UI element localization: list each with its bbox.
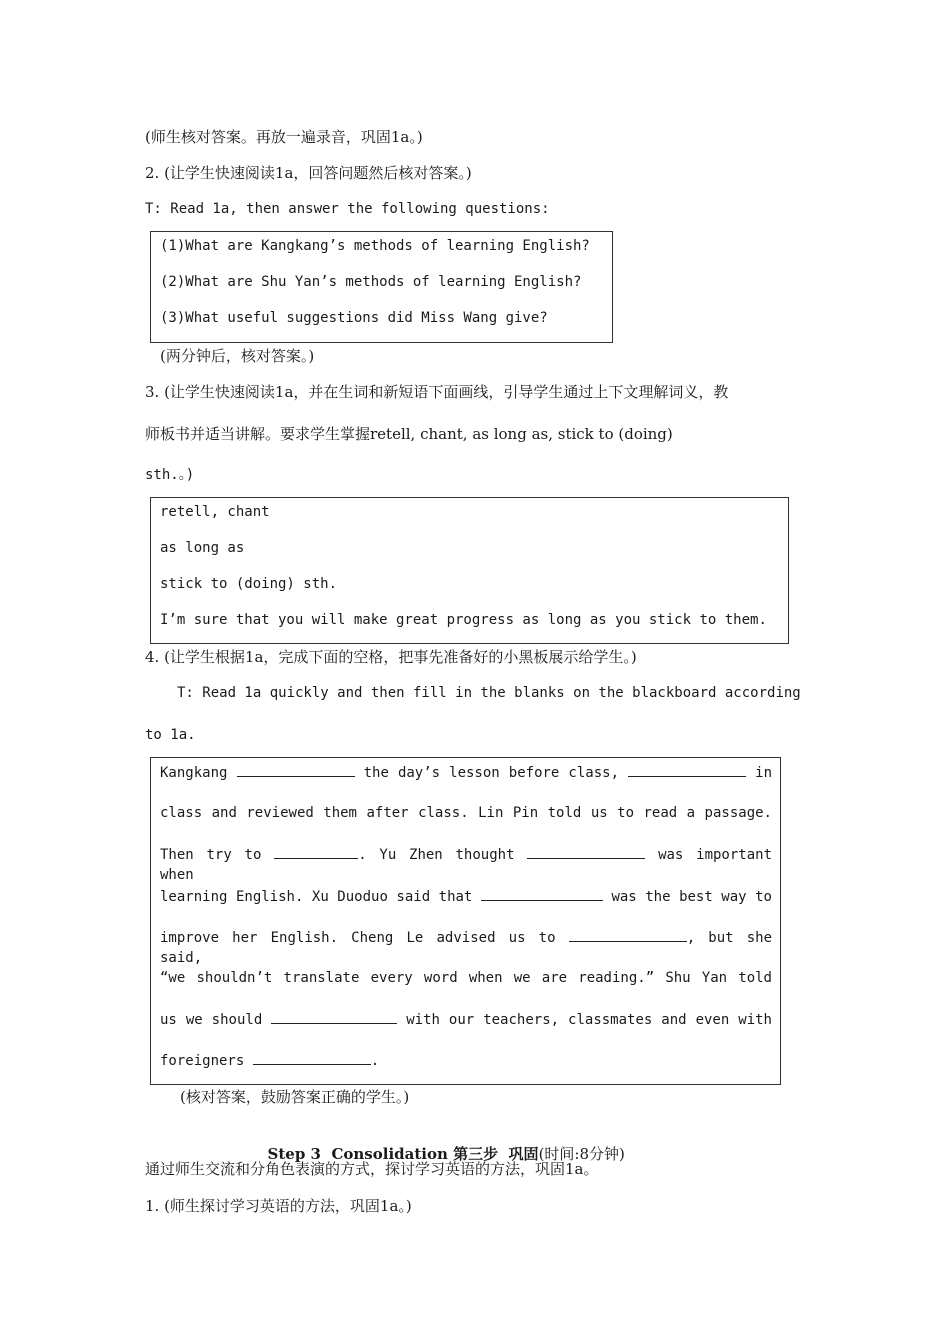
encourage-note: (核对答案，鼓励答案正确的学生。) (180, 1088, 410, 1106)
fill-in-blanks-box (150, 757, 781, 1085)
section-time: (时间:8分钟) (538, 1145, 625, 1163)
blank (253, 1050, 371, 1065)
blank (569, 927, 687, 942)
vocab-box (150, 497, 789, 644)
question-2: (2)What are Shu Yan’s methods of learning English? (160, 274, 582, 290)
step-3-instruction-line-2: 师板书并适当讲解。要求学生掌握retell, chant, as long as, stick to (doing) (145, 425, 673, 443)
step-3-instruction-line-1: 3. (让学生快速阅读1a，并在生词和新短语下面画线，引导学生通过上下文理解词义，教 (145, 383, 729, 401)
vocab-item: retell, chant (160, 504, 270, 520)
consolidation-step-1: 1. (师生探讨学习英语的方法，巩固1a。) (145, 1197, 412, 1215)
step-3-instruction-line-3: sth.。) (145, 467, 195, 483)
fill-line: Kangkang the day’s lesson before class, in (160, 762, 772, 783)
teacher-prompt-fill-cont: to 1a. (145, 727, 196, 743)
vocab-item: stick to (doing) sth. (160, 576, 338, 592)
teacher-prompt-questions: T: Read 1a, then answer the following questions: (145, 201, 550, 217)
blank (481, 886, 603, 901)
questions-box (150, 231, 613, 343)
blank (628, 762, 746, 777)
blank (237, 762, 355, 777)
blank (274, 844, 358, 859)
vocab-example-sentence: I’m sure that you will make great progress as long as you stick to them. (160, 612, 767, 628)
section-title: Step 3 Consolidation 第三步 巩固 (267, 1145, 539, 1163)
fill-line: improve her English. Cheng Le advised us to , but she said, (160, 927, 772, 968)
fill-line: Then try to . Yu Zhen thought was important when (160, 844, 772, 885)
two-minute-note: (两分钟后，核对答案。) (160, 347, 315, 365)
fill-line: class and reviewed them after class. Lin Pin told us to read a passage. (160, 805, 772, 821)
fill-line: foreigners . (160, 1050, 379, 1071)
blank (527, 844, 645, 859)
blank (271, 1009, 397, 1024)
question-1: (1)What are Kangkang’s methods of learning English? (160, 238, 590, 254)
section-heading (258, 1124, 625, 1164)
question-3: (3)What useful suggestions did Miss Wang give? (160, 310, 548, 326)
fill-line: us we should with our teachers, classmates and even with (160, 1009, 772, 1030)
fill-line: learning English. Xu Duoduo said that was the best way to (160, 886, 772, 907)
step-2-instruction: 2. (让学生快速阅读1a，回答问题然后核对答案。) (145, 164, 472, 182)
answer-check-note: (师生核对答案。再放一遍录音，巩固1a。) (145, 128, 423, 146)
step-4-instruction: 4. (让学生根据1a，完成下面的空格，把事先准备好的小黑板展示给学生。) (145, 648, 637, 666)
teacher-prompt-fill: T: Read 1a quickly and then fill in the blanks on the blackboard according (177, 685, 801, 701)
vocab-item: as long as (160, 540, 245, 556)
fill-line: “we shouldn’t translate every word when we are reading.” Shu Yan told (160, 970, 772, 986)
consolidation-intro: 通过师生交流和分角色表演的方式，探讨学习英语的方法，巩固1a。 (145, 1160, 599, 1178)
